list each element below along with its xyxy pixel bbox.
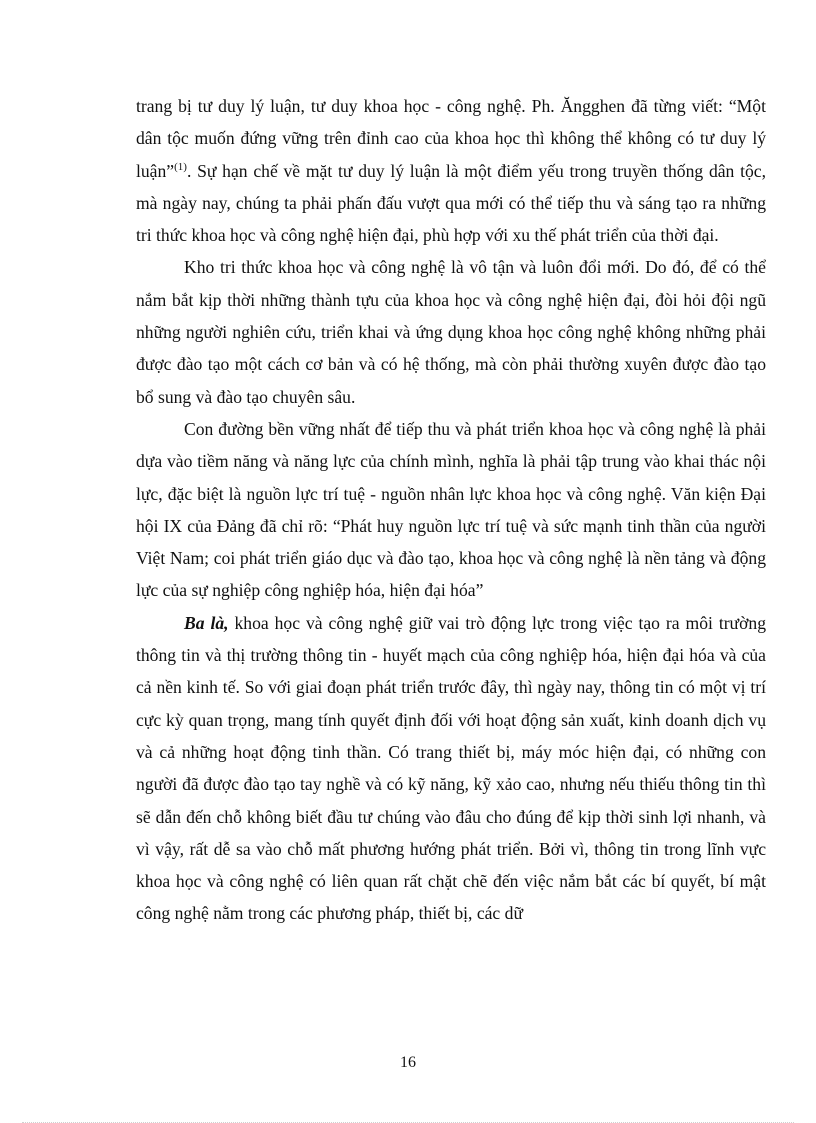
paragraph-4-lead: Ba là, [184, 612, 229, 633]
paragraph-3: Con đường bền vững nhất để tiếp thu và phát triển khoa học và công nghệ là phải dựa vào tiềm năng và năng lực của chính mình, nghĩa là phải tập trung vào khai thác nội lực, đặc biệt là nguồn lực trí tuệ - nguồn nhân lực khoa học và công nghệ. Văn kiện Đại hội IX của Đảng đã chỉ rõ: “Phát huy nguồn lực trí tuệ và sức mạnh tinh thần của người Việt Nam; coi phát triển giáo dục và đào tạo, khoa học và công nghệ là nền tảng và động lực của sự nghiệp công nghiệp hóa, hiện đại hóa” [136, 418, 766, 601]
footnote-reference[interactable]: (1) [174, 160, 187, 173]
paragraph-4 [136, 607, 766, 930]
paragraph-4-text: khoa học và công nghệ giữ vai trò động lực trong việc tạo ra môi trường thông tin và thị trường thông tin - huyết mạch của công nghiệp hóa, hiện đại hóa và của cả nền kinh tế. So với giai đoạn phát triển trước đây, thì ngày nay, thông tin có một vị trí cực kỳ quan trọng, mang tính quyết định đối với hoạt động sản xuất, kinh doanh dịch vụ và cả những hoạt động tinh thần. Có trang thiết bị, máy móc hiện đại, có những con người đã được đào tạo tay nghề và có kỹ năng, kỹ xảo cao, nhưng nếu thiếu thông tin thì sẽ dẫn đến chỗ không biết đầu tư chúng vào đâu cho đúng để kịp thời sinh lợi nhanh, và vì vậy, rất dễ sa vào chỗ mất phương hướng phát triển. Bởi vì, thông tin trong lĩnh vực khoa học và công nghệ có liên quan rất chặt chẽ đến việc nắm bắt các bí quyết, bí mật công nghệ nằm trong các phương pháp, thiết bị, các dữ [136, 612, 766, 924]
paragraph-1-text: trang bị tư duy lý luận, tư duy khoa học - công nghệ. Ph. Ăngghen đã từng viết: “Một dân tộc muốn đứng vững trên đỉnh cao của khoa học thì không thể không có tư duy lý luận” [136, 96, 766, 181]
paragraph-2: Kho tri thức khoa học và công nghệ là vô tận và luôn đổi mới. Do đó, để có thể nắm bắt kịp thời những thành tựu của khoa học và công nghệ hiện đại, đòi hỏi đội ngũ những người nghiên cứu, triển khai và ứng dụng khoa học công nghệ không những phải được đào tạo một cách cơ bản và có hệ thống, mà còn phải thường xuyên được đào tạo bổ sung và đào tạo chuyên sâu. [136, 257, 766, 407]
page-number: 16 [400, 1054, 416, 1071]
paragraph-1 [136, 90, 766, 251]
body-text [136, 90, 766, 930]
paragraph-1-continuation: . Sự hạn chế về mặt tư duy lý luận là một điểm yếu trong truyền thống dân tộc, mà ngày nay, chúng ta phải phấn đấu vượt qua mới có thể tiếp thu và sáng tạo ra những tri thức khoa học và công nghệ hiện đại, phù hợp với xu thế phát triển của thời đại. [136, 160, 766, 246]
